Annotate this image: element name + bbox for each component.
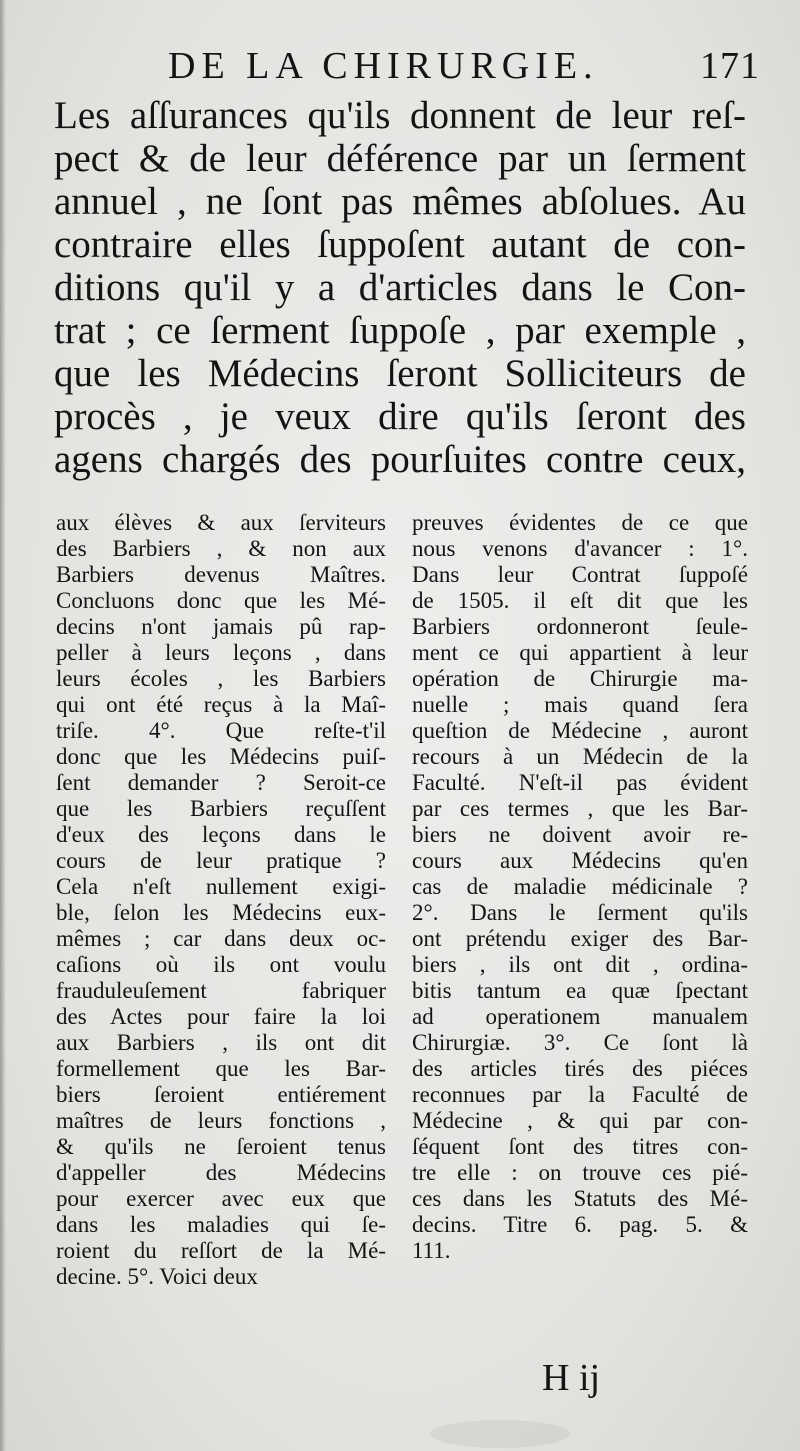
- right-column-line: ces dans les Statuts des Mé-: [412, 1186, 748, 1211]
- left-column-line: & qu'ils ne ſeroient tenus: [56, 1134, 386, 1159]
- left-column-line: cours de leur pratique ?: [56, 848, 386, 873]
- left-column-line: d'appeller des Médecins: [56, 1160, 386, 1185]
- left-column-line: aux élèves & aux ſerviteurs: [56, 510, 386, 535]
- left-column-line: peller à leurs leçons , dans: [56, 640, 386, 665]
- left-column-line: dans les maladies qui ſe-: [56, 1212, 386, 1237]
- left-column-line: leurs écoles , les Barbiers: [56, 666, 386, 691]
- right-column-line: nous venons d'avancer : 1°.: [412, 536, 748, 561]
- running-head: [168, 42, 778, 92]
- right-column-line: decins. Titre 6. pag. 5. &: [412, 1212, 748, 1237]
- left-column-line: decins n'ont jamais pû rap-: [56, 614, 386, 639]
- right-column-line: par ces termes , que les Bar-: [412, 796, 748, 821]
- main-text-line: pect & de leur déférence par un ſerment: [54, 137, 746, 180]
- main-text-line: procès , je veux dire qu'ils ſeront des: [54, 395, 746, 438]
- right-column-line: Faculté. N'eſt-il pas évident: [412, 770, 748, 795]
- main-text-line: annuel , ne ſont pas mêmes abſolues. Au: [54, 180, 746, 223]
- paper-stain: [430, 1420, 570, 1448]
- left-column-line: ble, ſelon les Médecins eux-: [56, 900, 386, 925]
- left-column-line: caſions où ils ont voulu: [56, 952, 386, 977]
- right-column-line: ment ce qui appartient à leur: [412, 640, 748, 665]
- footnote-right-column: [412, 510, 748, 1264]
- right-column-line: 111.: [412, 1238, 451, 1263]
- left-column-line: des Barbiers , & non aux: [56, 536, 386, 561]
- right-column-line: Dans leur Contrat ſuppoſé: [412, 562, 748, 587]
- left-column-line: mêmes ; car dans deux oc-: [56, 926, 386, 951]
- right-column-line: ad operationem manualem: [412, 1004, 748, 1029]
- right-column-line: cours aux Médecins qu'en: [412, 848, 748, 873]
- right-column-line: biers , ils ont dit , ordina-: [412, 952, 748, 977]
- main-text-line: agens chargés des pourſuites contre ceux,: [54, 438, 746, 481]
- left-column-line: formellement que les Bar-: [56, 1056, 386, 1081]
- right-column-line: preuves évidentes de ce que: [412, 510, 748, 535]
- main-text-line: ditions qu'il y a d'articles dans le Con-: [54, 266, 746, 309]
- right-column-line: nuelle ; mais quand ſera: [412, 692, 748, 717]
- left-column-line: Cela n'eſt nullement exigi-: [56, 874, 386, 899]
- left-column-line: Barbiers devenus Maîtres.: [56, 562, 386, 587]
- right-column-line: cas de maladie médicinale ?: [412, 874, 748, 899]
- left-column-line: frauduleuſement fabriquer: [56, 978, 386, 1003]
- right-column-line: 2°. Dans le ſerment qu'ils: [412, 900, 748, 925]
- left-column-line: pour exercer avec eux que: [56, 1186, 386, 1211]
- left-column-line: donc que les Médecins puiſ-: [56, 744, 386, 769]
- right-column-line: ont prétendu exiger des Bar-: [412, 926, 748, 951]
- left-column-line: ſent demander ? Seroit-ce: [56, 770, 386, 795]
- page-edge-shadow: [0, 0, 6, 1451]
- left-column-line: que les Barbiers reçuſſent: [56, 796, 386, 821]
- right-column-line: queſtion de Médecine , auront: [412, 718, 748, 743]
- right-column-line: tre elle : on trouve ces pié-: [412, 1160, 748, 1185]
- right-column-line: Chirurgiæ. 3°. Ce ſont là: [412, 1030, 748, 1055]
- right-column-line: ſéquent ſont des titres con-: [412, 1134, 748, 1159]
- left-column-line: triſe. 4°. Que reſte-t'il: [56, 718, 386, 743]
- right-column-line: bitis tantum ea quæ ſpectant: [412, 978, 748, 1003]
- footnote-left-column: [56, 510, 386, 1290]
- right-column-line: recours à un Médecin de la: [412, 744, 748, 769]
- main-text-line: que les Médecins ſeront Solliciteurs de: [54, 352, 746, 395]
- left-column-line: aux Barbiers , ils ont dit: [56, 1030, 386, 1055]
- left-column-line: roient du reſſort de la Mé-: [56, 1238, 386, 1263]
- left-column-line: d'eux des leçons dans le: [56, 822, 386, 847]
- right-column-line: des articles tirés des piéces: [412, 1056, 748, 1081]
- main-text-line: Les aſſurances qu'ils donnent de leur reſ-: [54, 94, 746, 137]
- left-column-line: des Actes pour faire la loi: [56, 1004, 386, 1029]
- left-column-line: decine. 5°. Voici deux: [56, 1264, 258, 1289]
- right-column-line: reconnues par la Faculté de: [412, 1082, 748, 1107]
- right-column-line: opération de Chirurgie ma-: [412, 666, 748, 691]
- left-column-line: maîtres de leurs fonctions ,: [56, 1108, 386, 1133]
- left-column-line: Concluons donc que les Mé-: [56, 588, 386, 613]
- left-column-line: qui ont été reçus à la Maî-: [56, 692, 386, 717]
- running-head-title: DE LA CHIRURGIE.: [168, 45, 599, 87]
- left-column-line: biers ſeroient entiérement: [56, 1082, 386, 1107]
- right-column-line: Barbiers ordonneront ſeule-: [412, 614, 748, 639]
- right-column-line: biers ne doivent avoir re-: [412, 822, 748, 847]
- page-number: 171: [700, 45, 760, 87]
- main-paragraph: [54, 94, 746, 481]
- main-text-line: contraire elles ſuppoſent autant de con-: [54, 223, 746, 266]
- right-column-line: de 1505. il eſt dit que les: [412, 588, 748, 613]
- signature-mark: H ij: [542, 1357, 601, 1399]
- right-column-line: Médecine , & qui par con-: [412, 1108, 748, 1133]
- main-text-line: trat ; ce ſerment ſuppoſe , par exemple ,: [54, 309, 746, 352]
